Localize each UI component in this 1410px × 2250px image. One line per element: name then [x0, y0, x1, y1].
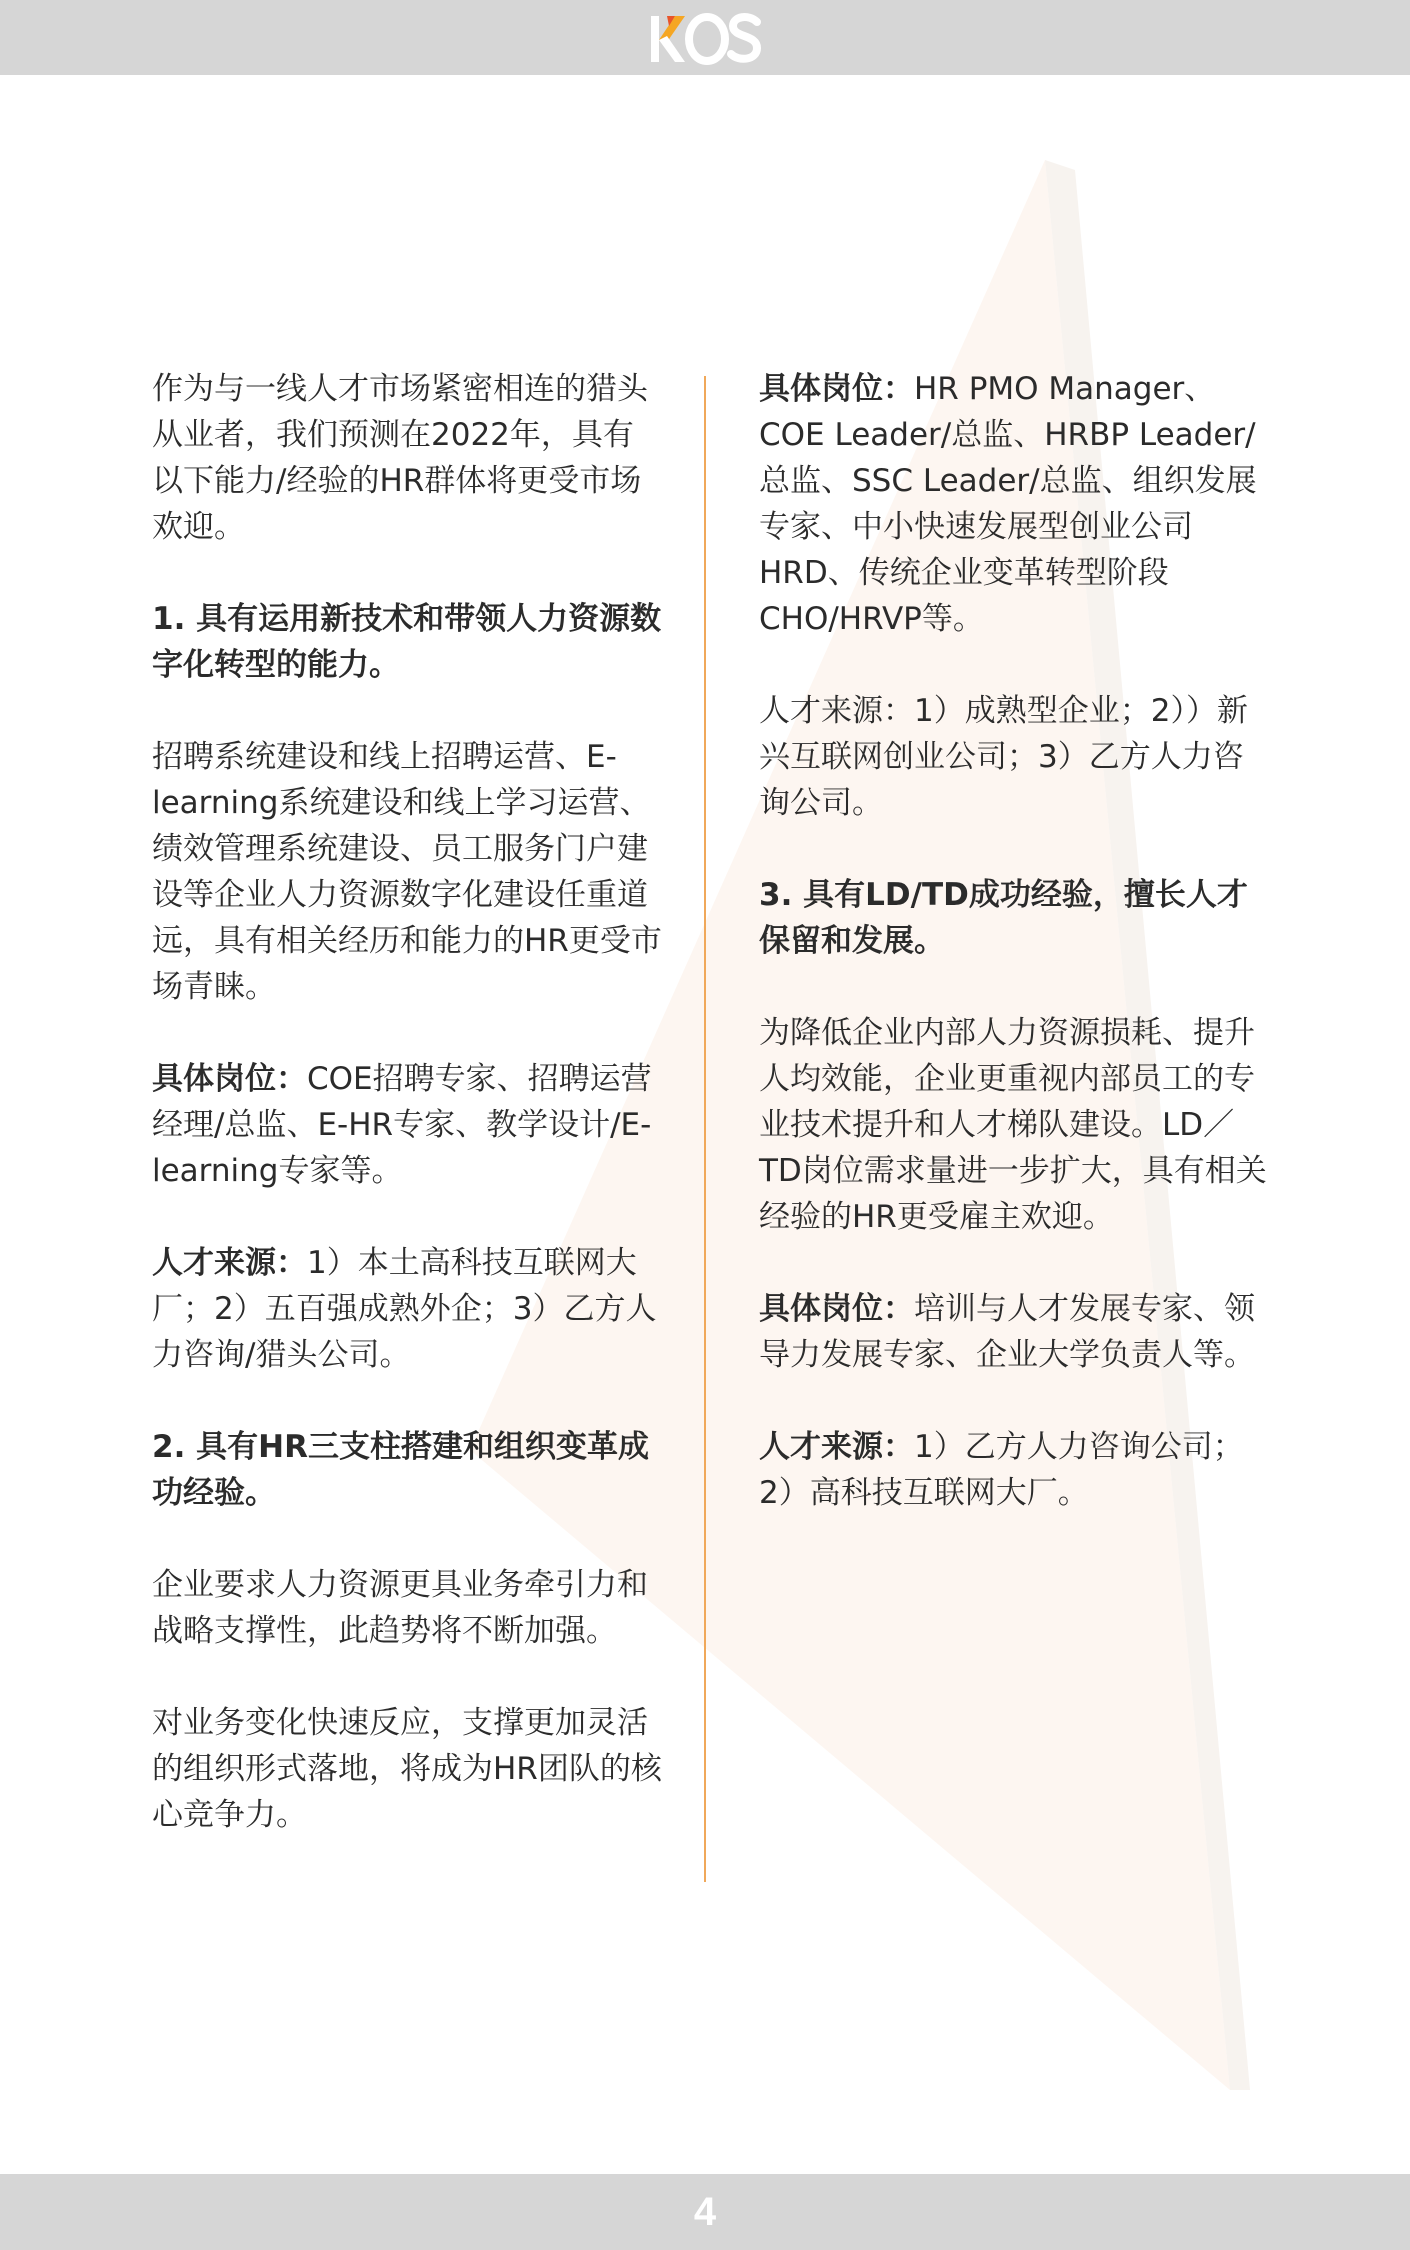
positions-label: 具体岗位： [759, 1291, 914, 1327]
section-3-positions [759, 1286, 1271, 1378]
section-1-heading: 1. 具有运用新技术和带领人力资源数字化转型的能力。 [152, 601, 662, 683]
left-column [152, 366, 664, 1884]
section-1-positions [152, 1056, 664, 1194]
section-2-body-2: 对业务变化快速反应，支撑更加灵活的组织形式落地，将成为HR团队的核心竞争力。 [152, 1705, 662, 1833]
column-divider [704, 376, 706, 1882]
positions-text: 培训与人才发展专家、领导力发展专家、企业大学负责人等。 [759, 1291, 1255, 1373]
page-number: 4 [693, 2190, 717, 2234]
section-3-body: 为降低企业内部人力资源损耗、提升人均效能，企业更重视内部员工的专业技术提升和人才梯队建设。LD／TD岗位需求量进一步扩大，具有相关经验的HR更受雇主欢迎。 [759, 1015, 1267, 1235]
section-2-positions [759, 366, 1271, 642]
sources-text: 1）乙方人力咨询公司；2）高科技互联网大厂。 [759, 1429, 1244, 1511]
intro-paragraph: 作为与一线人才市场紧密相连的猎头从业者，我们预测在2022年，具有以下能力/经验的HR群体将更受市场欢迎。 [152, 371, 648, 545]
sources-label: 人才来源： [152, 1245, 307, 1281]
section-1-body: 招聘系统建设和线上招聘运营、E-learning系统建设和线上学习运营、绩效管理系统建设、员工服务门户建设等企业人力资源数字化建设任重道远，具有相关经历和能力的HR更受市场青睐。 [152, 739, 662, 1005]
section-2-sources: 人才来源：1）成熟型企业；2））新兴互联网创业公司；3）乙方人力咨询公司。 [759, 693, 1248, 821]
positions-text: HR PMO Manager、COE Leader/总监、HRBP Leader/总监、SSC Leader/总监、组织发展专家、中小快速发展型创业公司HRD、传统企业变革转型阶段CHO/HRVP等。 [759, 371, 1257, 637]
section-2-body-1: 企业要求人力资源更具业务牵引力和战略支撑性，此趋势将不断加强。 [152, 1567, 648, 1649]
section-1-sources [152, 1240, 664, 1378]
section-3-heading: 3. 具有LD/TD成功经验，擅长人才保留和发展。 [759, 877, 1248, 959]
positions-label: 具体岗位： [759, 371, 914, 407]
positions-text: COE招聘专家、招聘运营经理/总监、E-HR专家、教学设计/E-learning专家等。 [152, 1061, 652, 1189]
right-column [759, 366, 1271, 1562]
positions-label: 具体岗位： [152, 1061, 307, 1097]
section-2-heading: 2. 具有HR三支柱搭建和组织变革成功经验。 [152, 1429, 649, 1511]
section-3-sources [759, 1424, 1271, 1516]
sources-text: 1）本土高科技互联网大厂；2）五百强成熟外企；3）乙方人力咨询/猎头公司。 [152, 1245, 657, 1373]
sources-label: 人才来源： [759, 1429, 914, 1465]
